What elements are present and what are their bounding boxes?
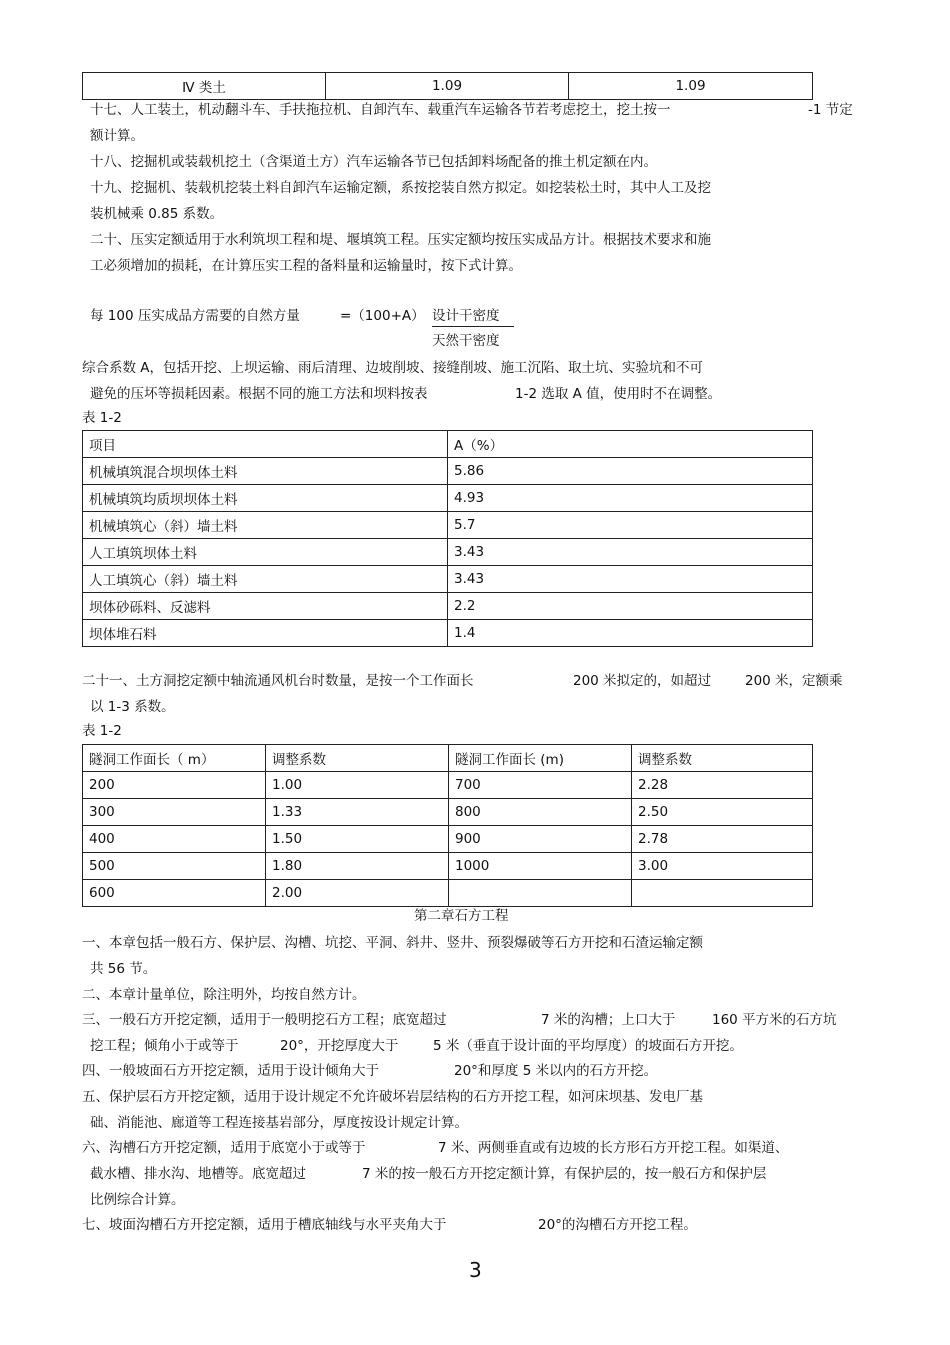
formula-numerator: 设计干密度 [432, 307, 514, 327]
ch2-p4: 四、一般坡面石方开挖定额，适用于设计倾角大于 [82, 1063, 379, 1079]
table-cell: 机械填筑均质坝坝体土料 [83, 485, 448, 512]
table-row [83, 566, 813, 593]
table-row [83, 772, 813, 799]
table-header-row [83, 431, 813, 458]
table-cell: 1.33 [266, 799, 449, 826]
table-cell: 人工填筑心（斜）墙土料 [83, 566, 448, 593]
ch2-p7-end: 20°的沟槽石方开挖工程。 [538, 1217, 697, 1233]
top-table [82, 72, 813, 100]
coef-line1: 综合系数 A，包括开挖、上坝运输、雨后清理、边坡削坡、接缝削坡、施工沉陷、取土坑、实验坑和不可 [82, 360, 704, 376]
para-21-line1-mid: 200 米拟定的，如超过 [573, 673, 712, 689]
table-cell: 3.43 [448, 566, 813, 593]
page-number: 3 [469, 1258, 482, 1282]
ch2-p2: 二、本章计量单位，除注明外，均按自然方计。 [82, 987, 366, 1003]
coef-line2-end: 1-2 选取 A 值，使用时不在调整。 [515, 386, 722, 402]
table-cell: 2.78 [632, 826, 813, 853]
table-cell: 500 [83, 853, 266, 880]
ch2-p5-line2: 础、消能池、廊道等工程连接基岩部分，厚度按设计规定计算。 [90, 1115, 468, 1131]
table-row [83, 620, 813, 647]
ch2-p4-end: 20°和厚度 5 米以内的石方开挖。 [454, 1063, 658, 1079]
table-cell: 坝体堆石料 [83, 620, 448, 647]
table-cell: 1.50 [266, 826, 449, 853]
ch2-p7: 七、坡面沟槽石方开挖定额，适用于槽底轴线与水平夹角大于 [82, 1217, 447, 1233]
table-cell: 1000 [449, 853, 632, 880]
table-cell: 5.86 [448, 458, 813, 485]
para-21-line2: 以 1-3 系数。 [90, 699, 175, 715]
table-cell: 3.00 [632, 853, 813, 880]
para-21-line1-end: 200 米，定额乘 [745, 673, 843, 689]
table-cell: 700 [449, 772, 632, 799]
table-header-row [83, 745, 813, 772]
table-header-cell: 调整系数 [632, 745, 813, 772]
table-cell: 1.09 [569, 73, 813, 100]
table-row [83, 73, 813, 100]
para-18: 十八、挖掘机或装载机挖土（含渠道土方）汽车运输各节已包括卸料场配备的推土机定额在内。 [90, 154, 657, 170]
para-20-line2: 工必须增加的损耗，在计算压实工程的备料量和运输量时，按下式计算。 [90, 258, 522, 274]
para-19-line2: 装机械乘 0.85 系数。 [90, 206, 224, 222]
ch2-p6-line2-end: 7 米的按一般石方开挖定额计算，有保护层的，按一般石方和保护层 [362, 1166, 767, 1182]
ch2-p6-line3: 比例综合计算。 [90, 1192, 185, 1208]
table-cell: 200 [83, 772, 266, 799]
ch2-p5-line1: 五、保护层石方开挖定额，适用于设计规定不允许破坏岩层结构的石方开挖工程，如河床坝基、发电厂基 [82, 1089, 703, 1105]
table-header-cell: A（%） [448, 431, 813, 458]
table2-caption: 表 1-2 [82, 723, 122, 739]
ch2-p3-line2: 挖工程；倾角小于或等于 [90, 1038, 239, 1054]
table-header-cell: 隧洞工作面长 (m) [449, 745, 632, 772]
table-cell: 2.2 [448, 593, 813, 620]
table-tunnel-coefficients [82, 744, 813, 907]
table-cell: 600 [83, 880, 266, 907]
table-cell: 900 [449, 826, 632, 853]
formula-denominator: 天然干密度 [432, 333, 500, 349]
table-cell: 4.93 [448, 485, 813, 512]
table-cell: 1.80 [266, 853, 449, 880]
table-row [83, 539, 813, 566]
table-cell: 400 [83, 826, 266, 853]
para-19-line1: 十九、挖掘机、装载机挖装土料自卸汽车运输定额，系按挖装自然方拟定。如挖装松土时，其中人工及挖 [90, 180, 711, 196]
table-cell: 1.4 [448, 620, 813, 647]
table-cell: 1.09 [326, 73, 569, 100]
ch2-p6-line1: 六、沟槽石方开挖定额，适用于底宽小于或等于 [82, 1140, 366, 1156]
ch2-p1-line1: 一、本章包括一般石方、保护层、沟槽、坑挖、平洞、斜井、竖井、预裂爆破等石方开挖和石渣运输定额 [82, 935, 703, 951]
table-a-values [82, 430, 813, 647]
formula-eq: =（100+A） [340, 308, 425, 324]
table-cell: 2.28 [632, 772, 813, 799]
table1-caption: 表 1-2 [82, 410, 122, 426]
table-cell: 300 [83, 799, 266, 826]
table-cell: 3.43 [448, 539, 813, 566]
chapter-title: 第二章石方工程 [414, 908, 509, 924]
table-cell: 1.00 [266, 772, 449, 799]
ch2-p6-line2: 截水槽、排水沟、地槽等。底宽超过 [90, 1166, 306, 1182]
ch2-p1-line2: 共 56 节。 [90, 961, 157, 977]
ch2-p3-line1: 三、一般石方开挖定额，适用于一般明挖石方工程；底宽超过 [82, 1012, 447, 1028]
table-row [83, 799, 813, 826]
table-cell: 5.7 [448, 512, 813, 539]
ch2-p3-line2-end: 5 米（垂直于设计面的平均厚度）的坡面石方开挖。 [433, 1038, 743, 1054]
table-header-cell: 调整系数 [266, 745, 449, 772]
para-17-line1: 十七、人工装土，机动翻斗车、手扶拖拉机、自卸汽车、载重汽车运输各节若考虑挖土，挖土按一 [90, 102, 671, 118]
table-row [83, 826, 813, 853]
table-cell: 机械填筑心（斜）墙土料 [83, 512, 448, 539]
table-row [83, 512, 813, 539]
ch2-p3-line1-end: 160 平方米的石方坑 [712, 1012, 837, 1028]
table-cell: 2.50 [632, 799, 813, 826]
para-20-line1: 二十、压实定额适用于水利筑坝工程和堤、堰填筑工程。压实定额均按压实成品方计。根据技术要求和施 [90, 232, 711, 248]
table-cell: 坝体砂砾料、反滤料 [83, 593, 448, 620]
table-cell: Ⅳ 类土 [83, 73, 326, 100]
table-cell [632, 880, 813, 907]
table-row [83, 593, 813, 620]
coef-line2: 避免的压坏等损耗因素。根据不同的施工方法和坝料按表 [90, 386, 428, 402]
table-cell [449, 880, 632, 907]
table-row [83, 485, 813, 512]
table-cell: 2.00 [266, 880, 449, 907]
ch2-p3-line1-mid: 7 米的沟槽；上口大于 [541, 1012, 676, 1028]
para-21-line1: 二十一、土方洞挖定额中轴流通风机台时数量，是按一个工作面长 [82, 673, 474, 689]
ch2-p3-line2-mid: 20°，开挖厚度大于 [280, 1038, 399, 1054]
table-cell: 机械填筑混合坝坝体土料 [83, 458, 448, 485]
para-17-line1-end: -1 节定 [808, 102, 853, 118]
table-row [83, 458, 813, 485]
table-header-cell: 隧洞工作面长（ m） [83, 745, 266, 772]
table-row [83, 853, 813, 880]
table-cell: 800 [449, 799, 632, 826]
table-row [83, 880, 813, 907]
ch2-p6-line1-end: 7 米、两侧垂直或有边坡的长方形石方开挖工程。如渠道、 [438, 1140, 789, 1156]
formula-lhs: 每 100 压实成品方需要的自然方量 [90, 308, 300, 324]
table-cell: 人工填筑坝体土料 [83, 539, 448, 566]
para-17-line2: 额计算。 [90, 128, 144, 144]
table-header-cell: 项目 [83, 431, 448, 458]
